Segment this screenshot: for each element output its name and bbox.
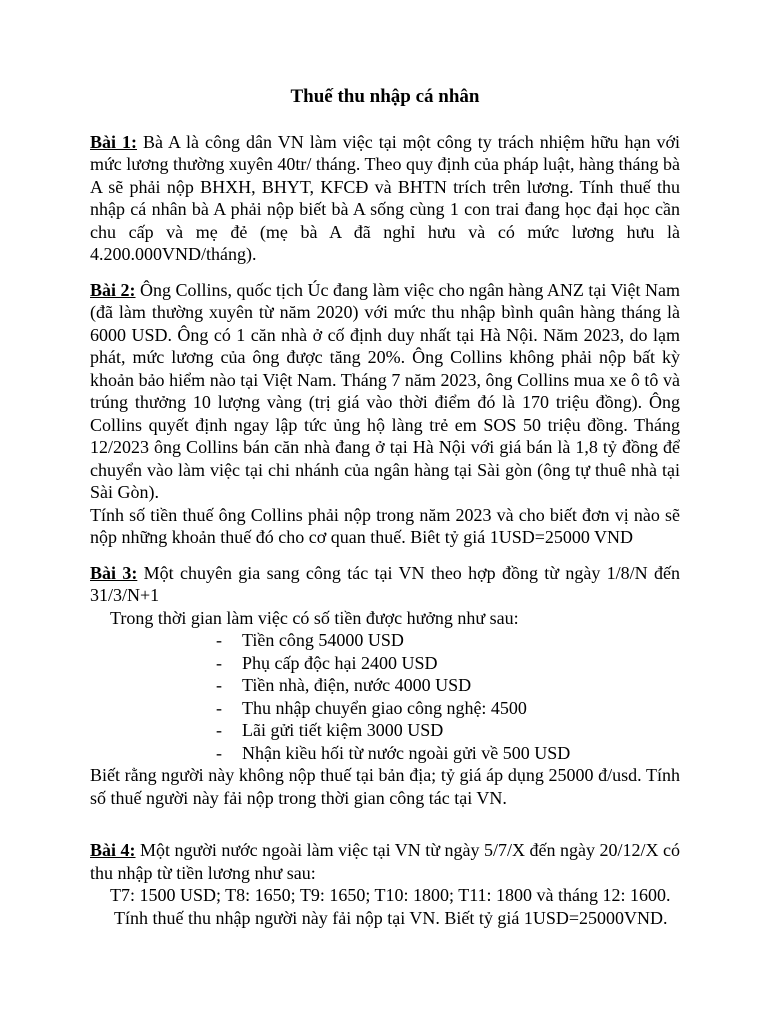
dash-marker: - — [216, 697, 222, 718]
exercise-text: Bà A là công dân VN làm việc tại một công ty trách nhiệm hữu hạn với mức lương thường xuyên 40tr/ tháng. Theo quy định của pháp luật, hàng tháng bà A sẽ phải nộp BHXH, BHYT, KFCĐ và BHTN trích trên lương. Tính thuế thu nhập cá nhân bà A phải nộp biết bà A sống cùng 1 con trai đang học đại học cần chu cấp và mẹ đẻ (mẹ bà A đã nghỉ hưu và có mức lương hưu là 4.200.000VND/tháng). — [90, 131, 680, 264]
exercise-bai1 — [90, 131, 680, 266]
salary-line: T7: 1500 USD; T8: 1650; T9: 1650; T10: 1800; T11: 1800 và tháng 12: 1600. — [110, 885, 671, 905]
paragraph — [90, 562, 680, 607]
list-item-text: Phụ cấp độc hại 2400 USD — [242, 652, 438, 673]
list-item — [216, 697, 680, 720]
exercise-bai3 — [90, 562, 680, 810]
list-item-text: Nhận kiều hối từ nước ngoài gửi về 500 USD — [242, 742, 571, 763]
list-item — [216, 719, 680, 742]
list-item-text: Thu nhập chuyển giao công nghệ: 4500 — [242, 697, 527, 718]
exercise-label: Bài 3: — [90, 562, 138, 583]
paragraph: Biết rằng người này không nộp thuế tại bản địa; tỷ giá áp dụng 25000 đ/usd. Tính số thuế người này fải nộp trong thời gian công tác tại VN. — [90, 765, 680, 808]
exercise-text: Một chuyên gia sang công tác tại VN theo hợp đồng từ ngày 1/8/N đến 31/3/N+1 — [90, 562, 680, 605]
list-intro: Trong thời gian làm việc có số tiền được hưởng như sau: — [110, 607, 519, 628]
dash-marker: - — [216, 652, 222, 673]
exercise-text: Ông Collins, quốc tịch Úc đang làm việc cho ngân hàng ANZ tại Việt Nam (đã làm thường xuyên từ năm 2020) với mức thu nhập bình quân hàng tháng là 6000 USD. Ông có 1 căn nhà ở cố định duy nhất tại Hà Nội. Năm 2023, do lạm phát, mức lương của ông được tăng 20%. Ông Collins không phải nộp bất kỳ khoản bảo hiểm nào tại Việt Nam. Tháng 7 năm 2023, ông Collins mua xe ô tô và trúng thưởng 10 lượng vàng (trị giá vào thời điểm đó là 170 triệu đồng). Ông Collins quyết định ngay lập tức ủng hộ làng trẻ em SOS 50 triệu đồng. Tháng 12/2023 ông Collins bán căn nhà đang ở tại Hà Nội với giá bán là 1,8 tỷ đồng để chuyển vào làm việc tại chi nhánh của ngân hàng tại Sài gòn (ông tự thuê nhà tại Sài Gòn). — [90, 279, 680, 502]
dash-marker: - — [216, 742, 222, 763]
exercise-text: Một người nước ngoài làm việc tại VN từ ngày 5/7/X đến ngày 20/12/X có thu nhập từ tiền lương như sau: — [90, 840, 680, 883]
paragraph: Tính số tiền thuế ông Collins phải nộp trong năm 2023 và cho biết đơn vị nào sẽ nộp những khoản thuế đó cho cơ quan thuế. Biêt tỷ giá 1USD=25000 VND — [90, 504, 680, 547]
document-title: Thuế thu nhập cá nhân — [290, 86, 480, 107]
dash-marker: - — [216, 675, 222, 695]
paragraph — [90, 279, 680, 504]
list-item-text: Lãi gửi tiết kiệm 3000 USD — [242, 720, 444, 740]
exercise-label: Bài 1: — [90, 131, 138, 152]
exercise-label: Bài 2: — [90, 279, 136, 300]
dash-marker: - — [216, 630, 222, 650]
list-item-text: Tiền công 54000 USD — [242, 630, 404, 650]
list-item — [216, 674, 680, 697]
exercise-bai2 — [90, 279, 680, 549]
question-line: Tính thuế thu nhập người này fải nộp tại VN. Biết tỷ giá 1USD=25000VND. — [114, 907, 668, 928]
list-item — [216, 742, 680, 765]
list-item — [216, 629, 680, 652]
list-item-text: Tiền nhà, điện, nước 4000 USD — [242, 675, 472, 695]
dash-marker: - — [216, 720, 222, 740]
list-item — [216, 652, 680, 675]
exercise-label: Bài 4: — [90, 840, 136, 860]
paragraph — [90, 131, 680, 266]
exercise-bai4 — [90, 839, 680, 929]
paragraph — [90, 839, 680, 884]
